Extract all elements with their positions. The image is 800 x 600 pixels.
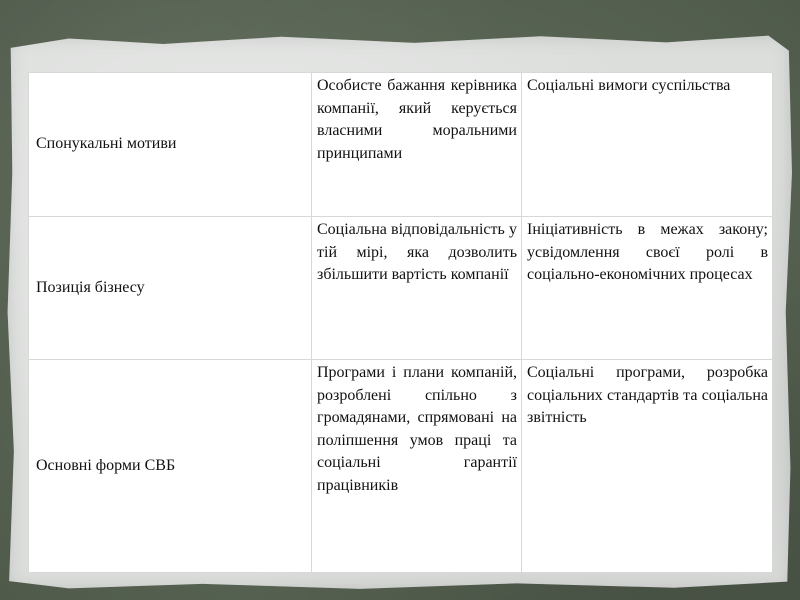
row-label-cell: Спонукальні мотиви [29,73,312,217]
row-label-cell: Позиція бізнесу [29,217,312,360]
table-cell: Програми і плани компаній, розроблені спільно з громадянами, спрямовані на поліпшення умов праці та соціальні гарантії працівників [312,360,522,573]
table-row [29,73,773,217]
row-label-cell: Основні форми СВБ [29,360,312,573]
table-cell: Соціальна відповідальність у тій мірі, яка дозволить збільшити вартість компанії [312,217,522,360]
table-cell: Особисте бажання керівника компанії, який керується власними моральними принципами [312,73,522,217]
table-cell: Соціальні вимоги суспільства [522,73,773,217]
table-cell: Соціальні програми, розробка соціальних стандартів та соціальна звітність [522,360,773,573]
comparison-table [28,72,773,573]
table-row [29,360,773,573]
table-cell: Ініціативність в межах закону; усвідомлення своєї ролі в соціально-економічних процесах [522,217,773,360]
table-row [29,217,773,360]
comparison-table-container [28,72,772,572]
